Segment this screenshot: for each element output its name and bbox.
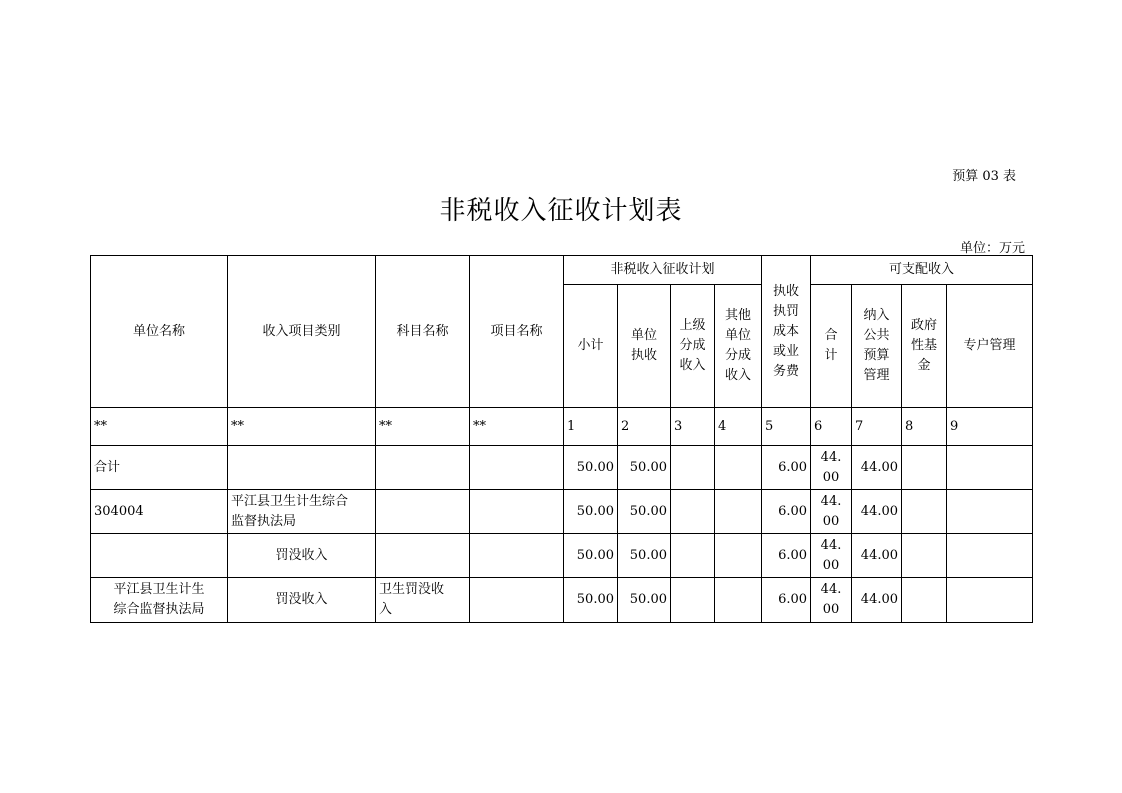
header-special-account: 专户管理 bbox=[947, 285, 1033, 408]
header-enforcement-cost: 执收 执罚 成本 或业 务费 bbox=[762, 256, 811, 408]
index-cell: 3 bbox=[671, 408, 715, 446]
index-cell: ** bbox=[228, 408, 376, 446]
cell-cost: 6.00 bbox=[762, 446, 811, 490]
header-other-share: 其他 单位 分成 收入 bbox=[715, 285, 762, 408]
cell-total: 44. 00 bbox=[811, 578, 852, 623]
index-cell: 7 bbox=[852, 408, 902, 446]
header-unit-collection: 单位 执收 bbox=[618, 285, 671, 408]
non-tax-revenue-plan-table bbox=[90, 255, 1033, 623]
cell-public-budget: 44.00 bbox=[852, 534, 902, 578]
document-title: 非税收入征收计划表 bbox=[439, 196, 683, 226]
cell-total: 44. 00 bbox=[811, 446, 852, 490]
cell-unit-collection: 50.00 bbox=[618, 446, 671, 490]
cell-special bbox=[947, 490, 1033, 534]
cell-gov-fund bbox=[902, 446, 947, 490]
table-row bbox=[91, 446, 1033, 490]
cell-gov-fund bbox=[902, 490, 947, 534]
cell-cost: 6.00 bbox=[762, 534, 811, 578]
cell-category bbox=[228, 446, 376, 490]
cell-gov-fund bbox=[902, 578, 947, 623]
cell-subject bbox=[376, 534, 470, 578]
cell-gov-fund bbox=[902, 534, 947, 578]
header-income-item-category: 收入项目类别 bbox=[228, 256, 376, 408]
cell-unit-collection: 50.00 bbox=[618, 578, 671, 623]
header-unit-name: 单位名称 bbox=[91, 256, 228, 408]
header-public-budget: 纳入 公共 预算 管理 bbox=[852, 285, 902, 408]
cell-project bbox=[470, 578, 564, 623]
cell-unit: 平江县卫生计生 综合监督执法局 bbox=[91, 578, 228, 623]
cell-subtotal: 50.00 bbox=[564, 490, 618, 534]
cell-upper-share bbox=[671, 534, 715, 578]
header-row-1 bbox=[91, 256, 1033, 285]
cell-subject: 卫生罚没收 入 bbox=[376, 578, 470, 623]
cell-total: 44. 00 bbox=[811, 490, 852, 534]
index-cell: 1 bbox=[564, 408, 618, 446]
cell-cost: 6.00 bbox=[762, 578, 811, 623]
cell-special bbox=[947, 446, 1033, 490]
cell-subtotal: 50.00 bbox=[564, 578, 618, 623]
header-upper-share: 上级 分成 收入 bbox=[671, 285, 715, 408]
cell-other-share bbox=[715, 490, 762, 534]
cell-upper-share bbox=[671, 446, 715, 490]
cell-subject bbox=[376, 490, 470, 534]
index-row bbox=[91, 408, 1033, 446]
header-gov-fund: 政府 性基 金 bbox=[902, 285, 947, 408]
index-cell: 5 bbox=[762, 408, 811, 446]
cell-other-share bbox=[715, 446, 762, 490]
cell-project bbox=[470, 534, 564, 578]
cell-unit bbox=[91, 534, 228, 578]
cell-unit-collection: 50.00 bbox=[618, 490, 671, 534]
cell-upper-share bbox=[671, 578, 715, 623]
index-cell: 6 bbox=[811, 408, 852, 446]
cell-public-budget: 44.00 bbox=[852, 578, 902, 623]
header-disposable-group: 可支配收入 bbox=[811, 256, 1033, 285]
cell-subtotal: 50.00 bbox=[564, 446, 618, 490]
table-row bbox=[91, 490, 1033, 534]
cell-unit: 合计 bbox=[91, 446, 228, 490]
header-plan-group: 非税收入征收计划 bbox=[564, 256, 762, 285]
cell-total: 44. 00 bbox=[811, 534, 852, 578]
cell-category: 罚没收入 bbox=[228, 534, 376, 578]
cell-upper-share bbox=[671, 490, 715, 534]
header-subject-name: 科目名称 bbox=[376, 256, 470, 408]
index-cell: 2 bbox=[618, 408, 671, 446]
form-number: 预算 03 表 bbox=[952, 169, 1016, 184]
cell-unit-collection: 50.00 bbox=[618, 534, 671, 578]
cell-other-share bbox=[715, 534, 762, 578]
cell-other-share bbox=[715, 578, 762, 623]
header-project-name: 项目名称 bbox=[470, 256, 564, 408]
cell-category: 罚没收入 bbox=[228, 578, 376, 623]
cell-project bbox=[470, 446, 564, 490]
index-cell: 4 bbox=[715, 408, 762, 446]
index-cell: ** bbox=[470, 408, 564, 446]
index-cell: 9 bbox=[947, 408, 1033, 446]
header-total: 合 计 bbox=[811, 285, 852, 408]
cell-unit: 304004 bbox=[91, 490, 228, 534]
unit-note: 单位：万元 bbox=[959, 241, 1025, 256]
table-row bbox=[91, 534, 1033, 578]
header-subtotal: 小计 bbox=[564, 285, 618, 408]
cell-category: 平江县卫生计生综合 监督执法局 bbox=[228, 490, 376, 534]
cell-subtotal: 50.00 bbox=[564, 534, 618, 578]
cell-public-budget: 44.00 bbox=[852, 490, 902, 534]
cell-project bbox=[470, 490, 564, 534]
cell-cost: 6.00 bbox=[762, 490, 811, 534]
cell-subject bbox=[376, 446, 470, 490]
index-cell: 8 bbox=[902, 408, 947, 446]
table-row bbox=[91, 578, 1033, 623]
cell-special bbox=[947, 534, 1033, 578]
cell-special bbox=[947, 578, 1033, 623]
cell-public-budget: 44.00 bbox=[852, 446, 902, 490]
index-cell: ** bbox=[91, 408, 228, 446]
index-cell: ** bbox=[376, 408, 470, 446]
